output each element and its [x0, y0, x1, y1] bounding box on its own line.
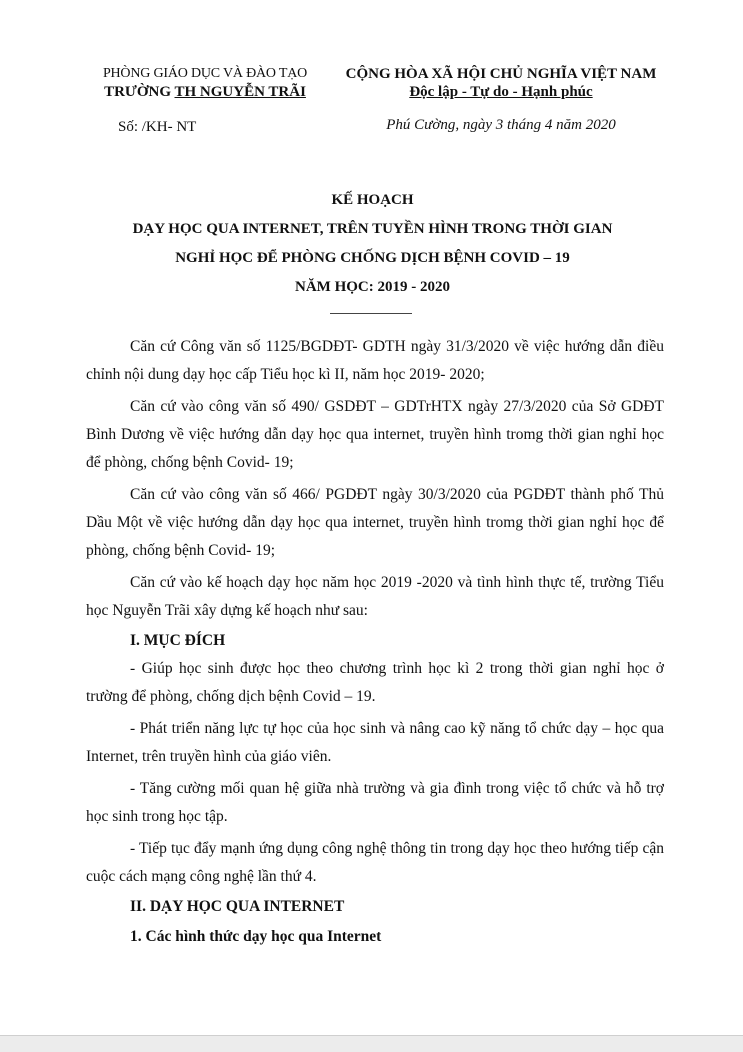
title-line-2: DẠY HỌC QUA INTERNET, TRÊN TUYỀN HÌNH TRONG THỜI GIAN	[132, 221, 613, 237]
issuer-block	[70, 65, 340, 135]
basis-paragraph-4: Căn cứ vào kế hoạch dạy học năm học 2019 -2020 và tình hình thực tế, trường Tiểu học Nguyễn Trãi xây dựng kế hoạch như sau:	[86, 574, 664, 619]
title-line-3: NGHỈ HỌC ĐỂ PHÒNG CHỐNG DỊCH BỆNH COVID – 19	[175, 250, 570, 266]
section-heading-purpose: I. MỤC ĐÍCH	[130, 632, 226, 649]
nation-name: CỘNG HÒA XÃ HỘI CHỦ NGHĨA VIỆT NAM	[345, 66, 657, 82]
sub-heading-internet-forms: 1. Các hình thức dạy học qua Internet	[130, 928, 382, 945]
national-header-block	[326, 65, 676, 134]
title-line-4: NĂM HỌC: 2019 - 2020	[295, 279, 450, 295]
purpose-item-2: - Phát triển năng lực tự học của học sinh và nâng cao kỹ năng tổ chức dạy – học qua Internet, trên truyền hình của giáo viên.	[86, 720, 664, 765]
purpose-item-3: - Tăng cường mối quan hệ giữa nhà trường và gia đình trong việc tổ chức và hỗ trợ học sinh trong học tập.	[86, 780, 664, 825]
section-heading-internet: II. DẠY HỌC QUA INTERNET	[130, 898, 345, 915]
purpose-item-1: - Giúp học sinh được học theo chương trình học kì 2 trong thời gian nghỉ học ở trường để phòng, chống dịch bệnh Covid – 19.	[86, 660, 664, 705]
place-date: Phú Cường, ngày 3 tháng 4 năm 2020	[386, 117, 616, 133]
document-number: Số: /KH- NT	[118, 119, 197, 135]
basis-paragraph-1: Căn cứ Công văn số 1125/BGDĐT- GDTH ngày 31/3/2020 về việc hướng dẫn điều chỉnh nội dung dạy học cấp Tiểu học kì II, năm học 2019- 2020;	[86, 338, 664, 383]
department-name: PHÒNG GIÁO DỤC VÀ ĐÀO TẠO	[102, 66, 308, 81]
school-name: TRƯỜNG TH NGUYỄN TRÃI	[104, 84, 306, 100]
document-body	[86, 333, 664, 951]
document-title	[60, 186, 685, 302]
title-line-1: KẾ HOẠCH	[331, 192, 414, 208]
national-motto: Độc lập - Tự do - Hạnh phúc	[409, 84, 593, 100]
basis-paragraph-2: Căn cứ vào công văn số 490/ GSDĐT – GDTrHTX ngày 27/3/2020 của Sở GDĐT Bình Dương về việc hướng dẫn dạy học qua internet, truyền hình tromg thời gian nghỉ học để phòng, chống bệnh Covid- 19;	[86, 398, 664, 471]
title-divider	[330, 313, 412, 314]
page-bottom-edge	[0, 1035, 743, 1052]
purpose-item-4: - Tiếp tục đẩy mạnh ứng dụng công nghệ thông tin trong dạy học theo hướng tiếp cận cuộc cách mạng công nghệ lần thứ 4.	[86, 840, 664, 885]
basis-paragraph-3: Căn cứ vào công văn số 466/ PGDĐT ngày 30/3/2020 của PGDĐT thành phố Thủ Dầu Một về việc hướng dẫn dạy học qua internet, truyền hình tromg thời gian nghỉ học để phòng, chống bệnh Covid- 19;	[86, 486, 664, 559]
